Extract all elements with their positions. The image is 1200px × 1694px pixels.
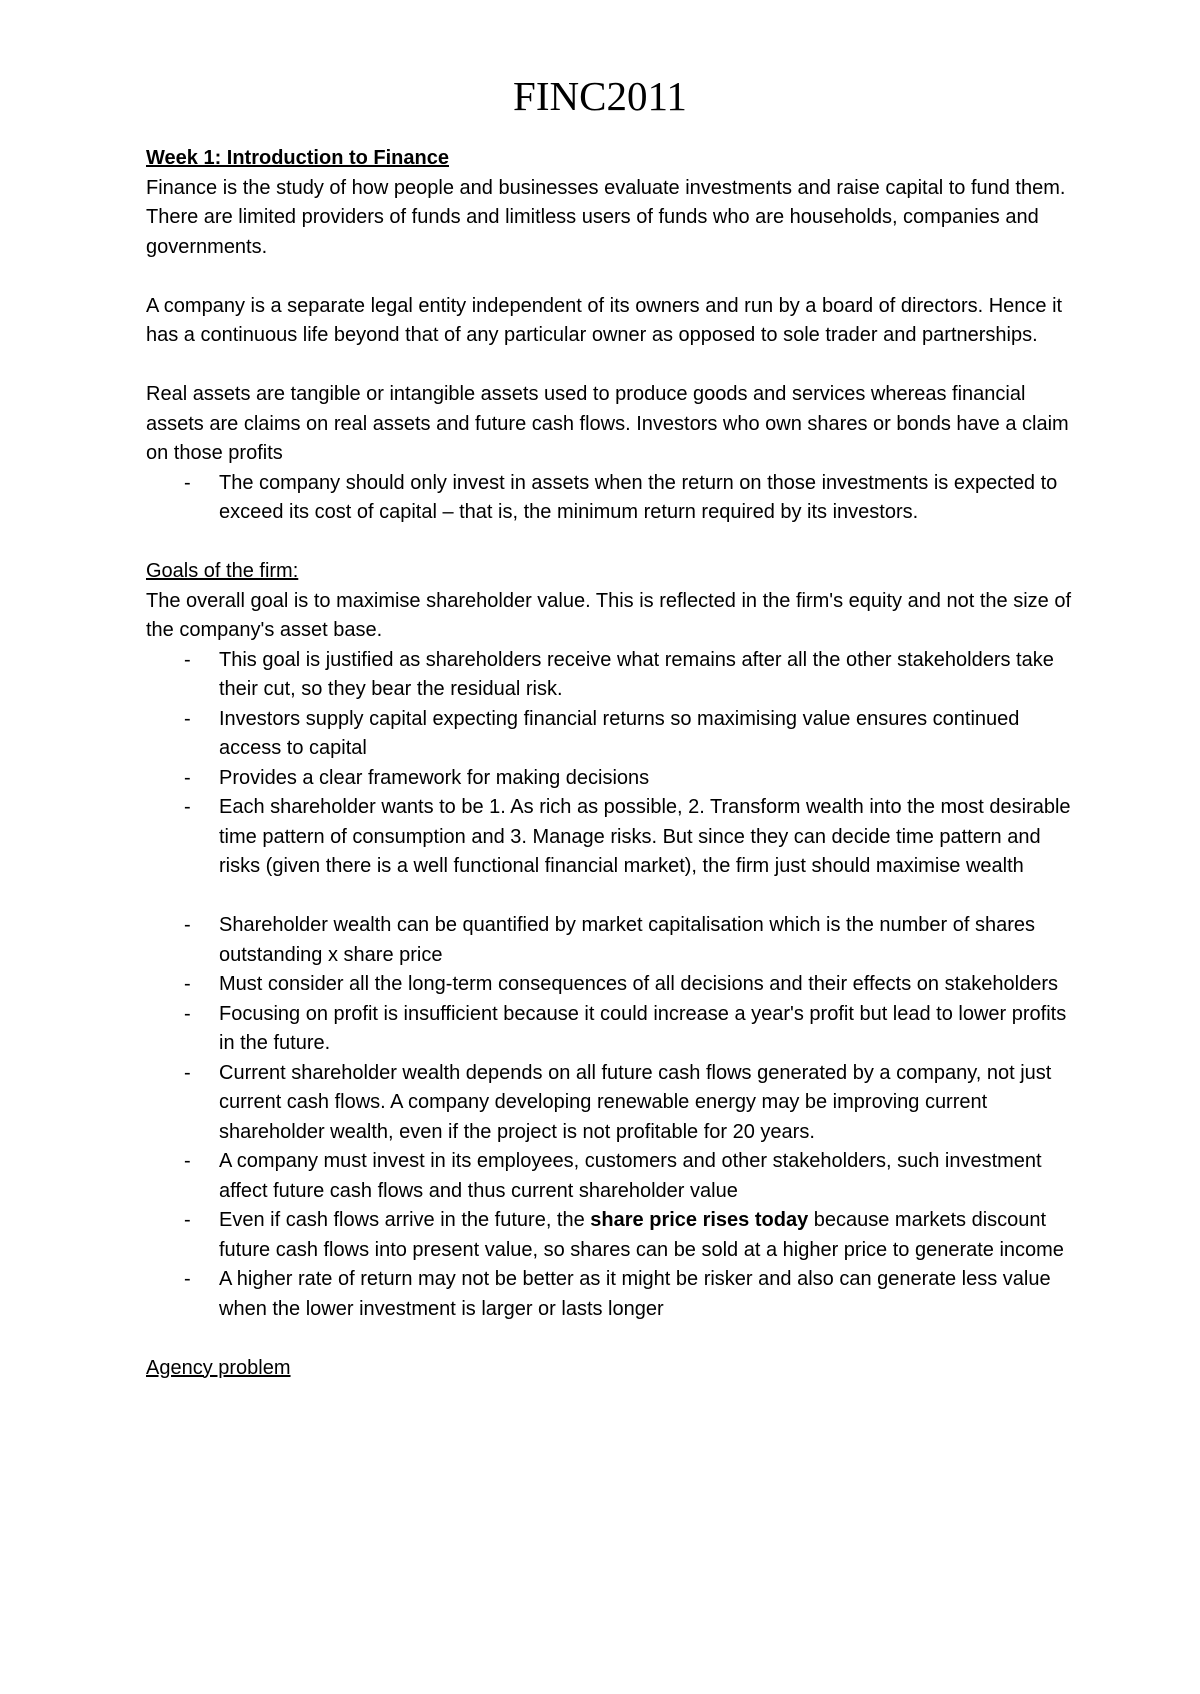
list-item-text: A company must invest in its employees, customers and other stakeholders, such investment affect future cash flows and thus current shareholder value (219, 1150, 1042, 1202)
paragraph-assets: Real assets are tangible or intangible assets used to produce goods and services whereas financial assets are claims on real assets and future cash flows. Investors who own shares or bonds have a claim on those profits (146, 383, 1069, 464)
agency-heading: Agency problem (146, 1356, 291, 1379)
share-price-bold-text: share price rises today (590, 1209, 809, 1231)
list-item-text: Provides a clear framework for making decisions (219, 766, 650, 789)
list-item (146, 764, 1076, 794)
list-item (146, 1147, 1076, 1206)
dash-marker: - (184, 1061, 191, 1084)
dash-marker: - (184, 707, 191, 730)
list-item (146, 469, 1076, 528)
list-item-text: Must consider all the long-term consequences of all decisions and their effects on stakeholders (219, 973, 1058, 995)
list-item-text: The company should only invest in assets when the return on those investments is expected to exceed its cost of capital – that is, the minimum return required by its investors. (219, 471, 1058, 523)
list-item-text: Investors supply capital expecting financial returns so maximising value ensures continued access to capital (219, 707, 1020, 759)
dash-marker: - (184, 973, 191, 995)
list-item (146, 1059, 1076, 1148)
list-item (146, 1000, 1076, 1059)
list-item-text: Current shareholder wealth depends on all future cash flows generated by a company, not just current cash flows. A company developing renewable energy may be improving current shareholder wealth, even if the project is not profitable for 20 years. (219, 1061, 1052, 1143)
dash-marker: - (184, 914, 191, 936)
week-heading: Week 1: Introduction to Finance (146, 147, 449, 169)
list-item (146, 970, 1076, 1000)
blank-line (146, 1324, 1076, 1354)
list-item-text: Each shareholder wants to be 1. As rich as possible, 2. Transform wealth into the most desirable time pattern of consumption and 3. Manage risks. But since they can decide time pattern and risks (given there is a well functional financial market), the firm just should maximise wealth (219, 796, 1071, 877)
paragraph-goals: The overall goal is to maximise shareholder value. This is reflected in the firm's equity and not the size of the company's asset base. (146, 589, 1072, 641)
document-body (146, 144, 1076, 1383)
list-item (146, 646, 1076, 705)
blank-line (146, 528, 1076, 558)
goals-bullet-list-b (146, 911, 1076, 1324)
share-price-text-before: Even if cash flows arrive in the future, the (219, 1209, 591, 1231)
dash-marker: - (184, 766, 191, 789)
assets-bullet-list (146, 469, 1076, 528)
goals-heading: Goals of the firm: (146, 560, 299, 582)
list-item-text: A higher rate of return may not be better as it might be risker and also can generate less value when the lower investment is larger or lasts longer (219, 1268, 1051, 1320)
list-item-text: Focusing on profit is insufficient because it could increase a year's profit but lead to lower profits in the future. (219, 1002, 1067, 1054)
dash-marker: - (184, 1002, 191, 1025)
list-item (146, 1265, 1076, 1324)
dash-marker: - (184, 1209, 191, 1231)
list-item (146, 1206, 1076, 1265)
list-item-text: Shareholder wealth can be quantified by market capitalisation which is the number of shares outstanding x share price (219, 914, 1036, 966)
list-item (146, 705, 1076, 764)
blank-line (146, 882, 1076, 912)
list-item (146, 911, 1076, 970)
dash-marker: - (184, 796, 191, 818)
dash-marker: - (184, 1150, 191, 1172)
blank-line (146, 351, 1076, 381)
share-price-text-after: because markets discount future cash flows into present value, so shares can be sold at a higher price to generate income (219, 1209, 1064, 1261)
list-item-text (219, 1209, 1064, 1261)
document-title: FINC2011 (513, 73, 687, 119)
dash-marker: - (184, 471, 191, 494)
dash-marker: - (184, 648, 191, 671)
list-item-text: This goal is justified as shareholders receive what remains after all the other stakeholders take their cut, so they bear the residual risk. (219, 648, 1054, 700)
dash-marker: - (184, 1268, 191, 1290)
paragraph-finance: Finance is the study of how people and businesses evaluate investments and raise capital to fund them. There are limited providers of funds and limitless users of funds who are households, companies and governments. (146, 176, 1066, 258)
list-item (146, 793, 1076, 882)
blank-line (146, 262, 1076, 292)
paragraph-company: A company is a separate legal entity independent of its owners and run by a board of directors. Hence it has a continuous life beyond that of any particular owner as opposed to sole trader and partnerships. (146, 294, 1063, 346)
goals-bullet-list-a (146, 646, 1076, 882)
